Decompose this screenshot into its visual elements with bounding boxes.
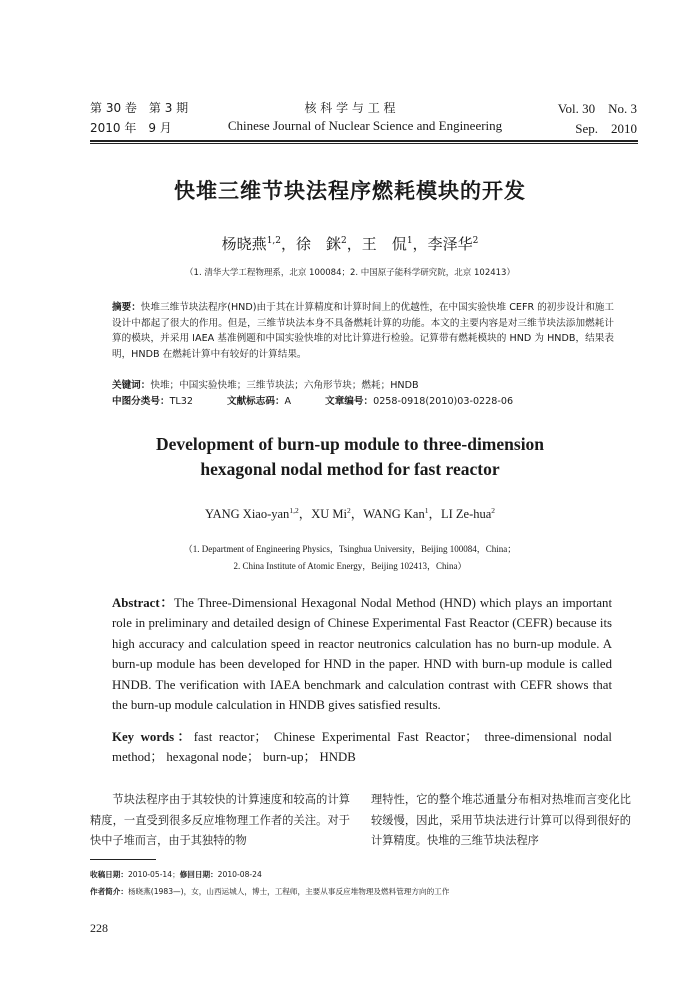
header-rule-thick (90, 140, 638, 142)
author-cn: 王 侃$^1$， (361, 235, 428, 253)
title-cn: 快堆三维节块法程序燃耗模块的开发 (174, 179, 526, 203)
body-column-right: 理特性，它的整个堆芯通量分布相对热堆而言变化比较缓慢，因此，采用节块法进行计算可以得到很好的计算精度。快堆的三维节块法程序 (371, 793, 631, 847)
author-en: XU Mi$^2$， (311, 505, 364, 521)
author-en: WANG Kan$^1$， (363, 505, 441, 521)
author-cn: 李泽华$^2$ (427, 235, 479, 253)
author-bio-text: 杨晓燕(1983—)，女，山西运城人，博士，工程师，主要从事反应堆物理及燃料管理方向的工作 (127, 887, 450, 896)
abstract-cn-label: 摘要： (112, 302, 141, 313)
author-en: YANG Xiao-yan$^{1,2}$， (204, 505, 312, 521)
article-number-label: 文章编号： (325, 396, 374, 407)
volume-issue-cn: 第 30 卷 第 3 期 (90, 101, 189, 115)
keywords-en-text: fast reactor； Chinese Experimental Fast Reactor； three-dimensional nodal method； hexagonal node； burn-up； HNDB (112, 730, 612, 765)
article-number-value: 0258-0918(2010)03-0228-06 (373, 396, 514, 407)
abstract-en-text: The Three-Dimensional Hexagonal Nodal Method (HND) which plays an important role in preliminary and detailed design of Chinese Experimental Fast Reactor (CEFR) because its high accuracy and calculation speed in reactor neutronics calculation has no burn-up module. A burn-up module has been developed for HND in the paper. HND with burn-up module is called HNDB. The verification with IAEA benchmark and calculation contrast with CEFR shows that the burn-up module calculation in HNDB gives satisfied results. (112, 596, 612, 713)
author-cn: 徐 銤$^2$， (296, 235, 362, 253)
author-bio (90, 886, 449, 897)
keywords-en (112, 727, 612, 768)
authors-en (0, 504, 700, 522)
keywords-cn (112, 378, 614, 394)
affiliation-en-line2: 2. China Institute of Atomic Energy，Beijing 102413，China） (233, 561, 467, 571)
revised-value: 2010-08-24 (217, 870, 262, 879)
abstract-cn (112, 300, 614, 362)
page-number: 228 (90, 921, 108, 935)
title-en-line2: hexagonal nodal method for fast reactor (200, 459, 500, 479)
volume-issue-en: Vol. 30 No. 3 (557, 101, 637, 116)
title-en (0, 432, 700, 482)
received-dates (90, 869, 262, 880)
keywords-en-label: Key words： (112, 730, 194, 744)
date-en: Sep. 2010 (575, 121, 637, 136)
keywords-cn-text: 快堆；中国实验快堆；三维节块法；六角形节块；燃耗；HNDB (150, 380, 419, 391)
journal-name-cn: 核 科 学 与 工 程 (304, 101, 396, 115)
keywords-cn-label: 关键词： (112, 380, 151, 391)
body-column-left: 节块法程序由于其较快的计算速度和较高的计算精度，一直受到很多反应堆物理工作者的关注。对于快中子堆而言，由于其独特的物 (90, 793, 350, 847)
abstract-en (112, 593, 612, 715)
abstract-en-label: Abstract： (112, 596, 175, 610)
received-value: 2010-05-14； (127, 870, 180, 879)
affiliation-cn: （1. 清华大学工程物理系，北京 100084；2. 中国原子能科学研究院，北京 102413） (185, 268, 515, 278)
doc-code-label: 文献标志码： (226, 396, 285, 407)
affiliation-en-line1: （1. Department of Engineering Physics，Tsinghua University，Beijing 100084，China； (183, 544, 517, 554)
author-cn: 杨晓燕$^{1,2}$， (221, 235, 297, 253)
revised-label: 修回日期： (179, 870, 218, 879)
classification-line (112, 394, 652, 410)
journal-name-en: Chinese Journal of Nuclear Science and Engineering (227, 118, 503, 133)
doc-code-value: A (284, 396, 292, 407)
authors-cn (0, 233, 700, 254)
abstract-cn-text: 快堆三维节块法程序(HND)由于其在计算精度和计算时间上的优越性，在中国实验快堆 CEFR 的初步设计和施工设计中都起了很大的作用。但是，三维节块法本身不具备燃耗计算的功能。本文的主要内容是对三维节块法添加燃耗计算的模块，并采用 IAEA 基准例题和中国实验快堆的对比计算进行检验。记算带有燃耗模块的 HND 为 HNDB，结果表明，HNDB 在燃耗计算中有较好的计算结果。 (112, 302, 615, 360)
footnote-rule (90, 859, 156, 860)
author-en: LI Ze-hua$^2$ (440, 505, 496, 521)
title-en-line1: Development of burn-up module to three-dimension (155, 434, 545, 454)
date-cn: 2010 年 9 月 (90, 121, 172, 135)
author-bio-label: 作者简介： (90, 887, 128, 896)
clc-label: 中图分类号： (112, 396, 170, 407)
received-label: 收稿日期： (90, 870, 128, 879)
header-rule-thin (90, 143, 638, 144)
clc-value: TL32 (169, 396, 193, 407)
